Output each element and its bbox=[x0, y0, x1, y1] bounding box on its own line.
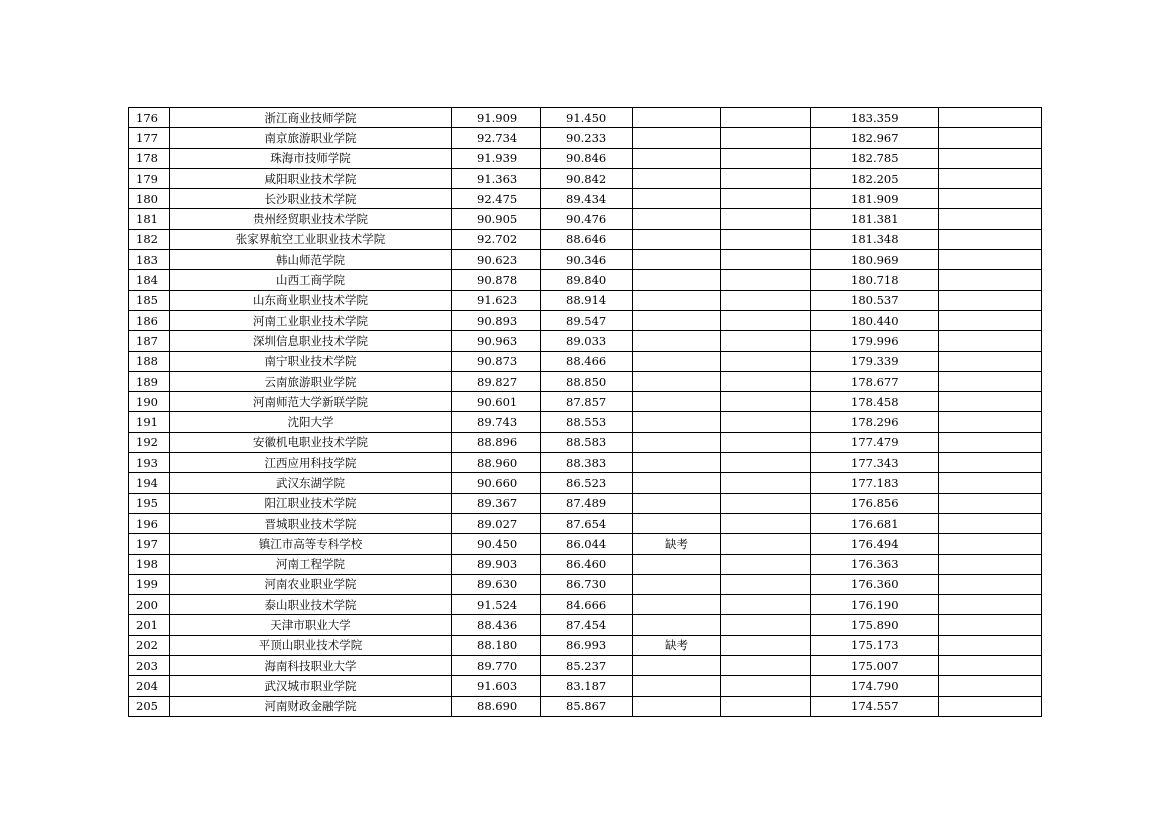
total-score-cell: 175.007 bbox=[811, 656, 939, 676]
total-score-cell: 180.537 bbox=[811, 290, 939, 310]
institution-name-cell: 珠海市技师学院 bbox=[170, 148, 452, 168]
note-2-cell bbox=[721, 453, 811, 473]
note-1-cell bbox=[633, 290, 721, 310]
extra-cell bbox=[939, 128, 1042, 148]
rank-cell: 182 bbox=[129, 229, 170, 249]
score-2-cell: 84.666 bbox=[541, 595, 633, 615]
score-2-cell: 87.857 bbox=[541, 392, 633, 412]
note-2-cell bbox=[721, 676, 811, 696]
note-1-cell bbox=[633, 453, 721, 473]
note-2-cell bbox=[721, 148, 811, 168]
table-row bbox=[129, 574, 1042, 594]
score-1-cell: 90.905 bbox=[452, 209, 541, 229]
total-score-cell: 176.363 bbox=[811, 554, 939, 574]
extra-cell bbox=[939, 351, 1042, 371]
total-score-cell: 182.967 bbox=[811, 128, 939, 148]
extra-cell bbox=[939, 615, 1042, 635]
extra-cell bbox=[939, 108, 1042, 128]
note-2-cell bbox=[721, 513, 811, 533]
score-1-cell: 89.027 bbox=[452, 513, 541, 533]
rank-cell: 199 bbox=[129, 574, 170, 594]
table-row bbox=[129, 554, 1042, 574]
score-2-cell: 87.654 bbox=[541, 513, 633, 533]
institution-name-cell: 平顶山职业技术学院 bbox=[170, 635, 452, 655]
institution-name-cell: 沈阳大学 bbox=[170, 412, 452, 432]
score-2-cell: 88.914 bbox=[541, 290, 633, 310]
rank-cell: 188 bbox=[129, 351, 170, 371]
note-1-cell bbox=[633, 229, 721, 249]
total-score-cell: 176.681 bbox=[811, 513, 939, 533]
note-2-cell bbox=[721, 270, 811, 290]
score-2-cell: 88.383 bbox=[541, 453, 633, 473]
table-row bbox=[129, 656, 1042, 676]
total-score-cell: 178.677 bbox=[811, 371, 939, 391]
total-score-cell: 182.785 bbox=[811, 148, 939, 168]
score-2-cell: 85.867 bbox=[541, 696, 633, 716]
rank-cell: 190 bbox=[129, 392, 170, 412]
total-score-cell: 181.348 bbox=[811, 229, 939, 249]
table-row bbox=[129, 595, 1042, 615]
extra-cell bbox=[939, 229, 1042, 249]
note-2-cell bbox=[721, 168, 811, 188]
score-1-cell: 89.770 bbox=[452, 656, 541, 676]
table-row bbox=[129, 270, 1042, 290]
institution-name-cell: 武汉城市职业学院 bbox=[170, 676, 452, 696]
note-2-cell bbox=[721, 574, 811, 594]
note-2-cell bbox=[721, 554, 811, 574]
rank-cell: 179 bbox=[129, 168, 170, 188]
score-2-cell: 86.993 bbox=[541, 635, 633, 655]
score-2-cell: 89.547 bbox=[541, 310, 633, 330]
score-1-cell: 88.690 bbox=[452, 696, 541, 716]
institution-name-cell: 南京旅游职业学院 bbox=[170, 128, 452, 148]
note-2-cell bbox=[721, 290, 811, 310]
note-1-cell bbox=[633, 148, 721, 168]
note-2-cell bbox=[721, 392, 811, 412]
rank-cell: 203 bbox=[129, 656, 170, 676]
institution-name-cell: 浙江商业技师学院 bbox=[170, 108, 452, 128]
note-1-cell bbox=[633, 656, 721, 676]
score-1-cell: 88.436 bbox=[452, 615, 541, 635]
total-score-cell: 174.557 bbox=[811, 696, 939, 716]
extra-cell bbox=[939, 310, 1042, 330]
note-1-cell bbox=[633, 696, 721, 716]
institution-name-cell: 南宁职业技术学院 bbox=[170, 351, 452, 371]
institution-name-cell: 海南科技职业大学 bbox=[170, 656, 452, 676]
note-2-cell bbox=[721, 493, 811, 513]
note-1-cell bbox=[633, 676, 721, 696]
table-row bbox=[129, 310, 1042, 330]
institution-name-cell: 河南财政金融学院 bbox=[170, 696, 452, 716]
table-row bbox=[129, 351, 1042, 371]
note-1-cell bbox=[633, 108, 721, 128]
note-2-cell bbox=[721, 473, 811, 493]
table-row bbox=[129, 412, 1042, 432]
score-1-cell: 90.660 bbox=[452, 473, 541, 493]
score-2-cell: 83.187 bbox=[541, 676, 633, 696]
score-1-cell: 91.623 bbox=[452, 290, 541, 310]
score-2-cell: 90.476 bbox=[541, 209, 633, 229]
score-1-cell: 91.939 bbox=[452, 148, 541, 168]
institution-name-cell: 山东商业职业技术学院 bbox=[170, 290, 452, 310]
score-1-cell: 91.909 bbox=[452, 108, 541, 128]
score-2-cell: 89.033 bbox=[541, 331, 633, 351]
table-row bbox=[129, 513, 1042, 533]
score-2-cell: 90.842 bbox=[541, 168, 633, 188]
note-2-cell bbox=[721, 696, 811, 716]
score-2-cell: 86.044 bbox=[541, 534, 633, 554]
extra-cell bbox=[939, 209, 1042, 229]
score-2-cell: 85.237 bbox=[541, 656, 633, 676]
note-2-cell bbox=[721, 209, 811, 229]
rank-cell: 192 bbox=[129, 432, 170, 452]
note-1-cell bbox=[633, 554, 721, 574]
total-score-cell: 183.359 bbox=[811, 108, 939, 128]
rank-cell: 204 bbox=[129, 676, 170, 696]
total-score-cell: 180.718 bbox=[811, 270, 939, 290]
note-2-cell bbox=[721, 656, 811, 676]
extra-cell bbox=[939, 534, 1042, 554]
note-1-cell bbox=[633, 473, 721, 493]
score-2-cell: 88.466 bbox=[541, 351, 633, 371]
institution-name-cell: 长沙职业技术学院 bbox=[170, 189, 452, 209]
total-score-cell: 182.205 bbox=[811, 168, 939, 188]
score-2-cell: 86.730 bbox=[541, 574, 633, 594]
institution-name-cell: 镇江市高等专科学校 bbox=[170, 534, 452, 554]
institution-name-cell: 安徽机电职业技术学院 bbox=[170, 432, 452, 452]
rank-cell: 185 bbox=[129, 290, 170, 310]
rank-cell: 177 bbox=[129, 128, 170, 148]
score-2-cell: 90.346 bbox=[541, 250, 633, 270]
score-2-cell: 88.553 bbox=[541, 412, 633, 432]
extra-cell bbox=[939, 493, 1042, 513]
total-score-cell: 178.296 bbox=[811, 412, 939, 432]
extra-cell bbox=[939, 250, 1042, 270]
score-1-cell: 90.873 bbox=[452, 351, 541, 371]
extra-cell bbox=[939, 676, 1042, 696]
rank-cell: 191 bbox=[129, 412, 170, 432]
score-1-cell: 88.180 bbox=[452, 635, 541, 655]
note-2-cell bbox=[721, 615, 811, 635]
extra-cell bbox=[939, 290, 1042, 310]
note-1-cell bbox=[633, 392, 721, 412]
institution-name-cell: 咸阳职业技术学院 bbox=[170, 168, 452, 188]
note-2-cell bbox=[721, 331, 811, 351]
note-1-cell bbox=[633, 189, 721, 209]
rank-cell: 180 bbox=[129, 189, 170, 209]
note-1-cell bbox=[633, 412, 721, 432]
rank-cell: 196 bbox=[129, 513, 170, 533]
rank-cell: 176 bbox=[129, 108, 170, 128]
rank-cell: 194 bbox=[129, 473, 170, 493]
table-row bbox=[129, 168, 1042, 188]
rank-cell: 178 bbox=[129, 148, 170, 168]
institution-name-cell: 河南工业职业技术学院 bbox=[170, 310, 452, 330]
institution-name-cell: 泰山职业技术学院 bbox=[170, 595, 452, 615]
institution-name-cell: 河南工程学院 bbox=[170, 554, 452, 574]
score-2-cell: 90.233 bbox=[541, 128, 633, 148]
score-1-cell: 92.702 bbox=[452, 229, 541, 249]
note-2-cell bbox=[721, 108, 811, 128]
table-row bbox=[129, 209, 1042, 229]
table-row bbox=[129, 108, 1042, 128]
institution-name-cell: 张家界航空工业职业技术学院 bbox=[170, 229, 452, 249]
rank-cell: 183 bbox=[129, 250, 170, 270]
rank-cell: 202 bbox=[129, 635, 170, 655]
institution-name-cell: 武汉东湖学院 bbox=[170, 473, 452, 493]
institution-name-cell: 韩山师范学院 bbox=[170, 250, 452, 270]
total-score-cell: 181.381 bbox=[811, 209, 939, 229]
institution-name-cell: 阳江职业技术学院 bbox=[170, 493, 452, 513]
extra-cell bbox=[939, 189, 1042, 209]
table-row bbox=[129, 128, 1042, 148]
score-table bbox=[128, 107, 1042, 717]
score-2-cell: 86.460 bbox=[541, 554, 633, 574]
score-2-cell: 89.434 bbox=[541, 189, 633, 209]
extra-cell bbox=[939, 432, 1042, 452]
table-row bbox=[129, 331, 1042, 351]
institution-name-cell: 江西应用科技学院 bbox=[170, 453, 452, 473]
total-score-cell: 175.173 bbox=[811, 635, 939, 655]
extra-cell bbox=[939, 656, 1042, 676]
note-2-cell bbox=[721, 189, 811, 209]
rank-cell: 195 bbox=[129, 493, 170, 513]
institution-name-cell: 山西工商学院 bbox=[170, 270, 452, 290]
score-1-cell: 92.475 bbox=[452, 189, 541, 209]
score-1-cell: 91.363 bbox=[452, 168, 541, 188]
extra-cell bbox=[939, 371, 1042, 391]
extra-cell bbox=[939, 574, 1042, 594]
note-1-cell: 缺考 bbox=[633, 635, 721, 655]
table-row bbox=[129, 696, 1042, 716]
rank-cell: 197 bbox=[129, 534, 170, 554]
score-table-body bbox=[129, 108, 1042, 717]
total-score-cell: 177.479 bbox=[811, 432, 939, 452]
extra-cell bbox=[939, 331, 1042, 351]
extra-cell bbox=[939, 696, 1042, 716]
score-2-cell: 88.850 bbox=[541, 371, 633, 391]
score-2-cell: 88.646 bbox=[541, 229, 633, 249]
note-1-cell bbox=[633, 250, 721, 270]
extra-cell bbox=[939, 635, 1042, 655]
institution-name-cell: 晋城职业技术学院 bbox=[170, 513, 452, 533]
table-row bbox=[129, 635, 1042, 655]
score-1-cell: 90.893 bbox=[452, 310, 541, 330]
extra-cell bbox=[939, 168, 1042, 188]
note-2-cell bbox=[721, 635, 811, 655]
table-row bbox=[129, 148, 1042, 168]
note-1-cell bbox=[633, 128, 721, 148]
total-score-cell: 181.909 bbox=[811, 189, 939, 209]
rank-cell: 193 bbox=[129, 453, 170, 473]
score-2-cell: 88.583 bbox=[541, 432, 633, 452]
note-1-cell bbox=[633, 595, 721, 615]
total-score-cell: 176.360 bbox=[811, 574, 939, 594]
total-score-cell: 177.343 bbox=[811, 453, 939, 473]
score-1-cell: 90.450 bbox=[452, 534, 541, 554]
institution-name-cell: 云南旅游职业学院 bbox=[170, 371, 452, 391]
table-row bbox=[129, 392, 1042, 412]
institution-name-cell: 深圳信息职业技术学院 bbox=[170, 331, 452, 351]
total-score-cell: 179.996 bbox=[811, 331, 939, 351]
note-1-cell: 缺考 bbox=[633, 534, 721, 554]
note-2-cell bbox=[721, 534, 811, 554]
note-2-cell bbox=[721, 310, 811, 330]
score-2-cell: 87.454 bbox=[541, 615, 633, 635]
table-row bbox=[129, 473, 1042, 493]
note-1-cell bbox=[633, 209, 721, 229]
note-2-cell bbox=[721, 128, 811, 148]
extra-cell bbox=[939, 554, 1042, 574]
note-2-cell bbox=[721, 229, 811, 249]
note-1-cell bbox=[633, 371, 721, 391]
score-1-cell: 89.743 bbox=[452, 412, 541, 432]
score-1-cell: 92.734 bbox=[452, 128, 541, 148]
rank-cell: 187 bbox=[129, 331, 170, 351]
note-2-cell bbox=[721, 412, 811, 432]
total-score-cell: 179.339 bbox=[811, 351, 939, 371]
extra-cell bbox=[939, 595, 1042, 615]
note-2-cell bbox=[721, 432, 811, 452]
extra-cell bbox=[939, 148, 1042, 168]
total-score-cell: 176.494 bbox=[811, 534, 939, 554]
institution-name-cell: 天津市职业大学 bbox=[170, 615, 452, 635]
total-score-cell: 177.183 bbox=[811, 473, 939, 493]
rank-cell: 181 bbox=[129, 209, 170, 229]
total-score-cell: 180.440 bbox=[811, 310, 939, 330]
score-2-cell: 90.846 bbox=[541, 148, 633, 168]
score-1-cell: 91.524 bbox=[452, 595, 541, 615]
score-1-cell: 88.960 bbox=[452, 453, 541, 473]
note-1-cell bbox=[633, 432, 721, 452]
rank-cell: 198 bbox=[129, 554, 170, 574]
rank-cell: 186 bbox=[129, 310, 170, 330]
note-2-cell bbox=[721, 250, 811, 270]
rank-cell: 200 bbox=[129, 595, 170, 615]
score-1-cell: 90.963 bbox=[452, 331, 541, 351]
score-1-cell: 89.903 bbox=[452, 554, 541, 574]
table-row bbox=[129, 534, 1042, 554]
extra-cell bbox=[939, 270, 1042, 290]
note-1-cell bbox=[633, 331, 721, 351]
table-row bbox=[129, 453, 1042, 473]
rank-cell: 189 bbox=[129, 371, 170, 391]
note-1-cell bbox=[633, 168, 721, 188]
note-1-cell bbox=[633, 574, 721, 594]
score-1-cell: 90.878 bbox=[452, 270, 541, 290]
table-row bbox=[129, 371, 1042, 391]
institution-name-cell: 贵州经贸职业技术学院 bbox=[170, 209, 452, 229]
institution-name-cell: 河南农业职业学院 bbox=[170, 574, 452, 594]
extra-cell bbox=[939, 392, 1042, 412]
total-score-cell: 174.790 bbox=[811, 676, 939, 696]
table-row bbox=[129, 229, 1042, 249]
extra-cell bbox=[939, 513, 1042, 533]
total-score-cell: 178.458 bbox=[811, 392, 939, 412]
table-row bbox=[129, 290, 1042, 310]
note-1-cell bbox=[633, 493, 721, 513]
note-1-cell bbox=[633, 513, 721, 533]
score-1-cell: 90.601 bbox=[452, 392, 541, 412]
score-2-cell: 87.489 bbox=[541, 493, 633, 513]
table-row bbox=[129, 493, 1042, 513]
table-row bbox=[129, 615, 1042, 635]
table-row bbox=[129, 676, 1042, 696]
institution-name-cell: 河南师范大学新联学院 bbox=[170, 392, 452, 412]
score-2-cell: 86.523 bbox=[541, 473, 633, 493]
note-2-cell bbox=[721, 351, 811, 371]
note-1-cell bbox=[633, 310, 721, 330]
note-1-cell bbox=[633, 351, 721, 371]
score-1-cell: 89.630 bbox=[452, 574, 541, 594]
note-1-cell bbox=[633, 270, 721, 290]
total-score-cell: 176.856 bbox=[811, 493, 939, 513]
score-1-cell: 88.896 bbox=[452, 432, 541, 452]
rank-cell: 184 bbox=[129, 270, 170, 290]
score-1-cell: 89.367 bbox=[452, 493, 541, 513]
score-1-cell: 89.827 bbox=[452, 371, 541, 391]
note-2-cell bbox=[721, 371, 811, 391]
score-2-cell: 91.450 bbox=[541, 108, 633, 128]
score-1-cell: 91.603 bbox=[452, 676, 541, 696]
table-row bbox=[129, 432, 1042, 452]
extra-cell bbox=[939, 453, 1042, 473]
total-score-cell: 176.190 bbox=[811, 595, 939, 615]
extra-cell bbox=[939, 473, 1042, 493]
rank-cell: 205 bbox=[129, 696, 170, 716]
table-row bbox=[129, 189, 1042, 209]
total-score-cell: 180.969 bbox=[811, 250, 939, 270]
score-1-cell: 90.623 bbox=[452, 250, 541, 270]
table-row bbox=[129, 250, 1042, 270]
note-2-cell bbox=[721, 595, 811, 615]
note-1-cell bbox=[633, 615, 721, 635]
total-score-cell: 175.890 bbox=[811, 615, 939, 635]
extra-cell bbox=[939, 412, 1042, 432]
score-2-cell: 89.840 bbox=[541, 270, 633, 290]
rank-cell: 201 bbox=[129, 615, 170, 635]
